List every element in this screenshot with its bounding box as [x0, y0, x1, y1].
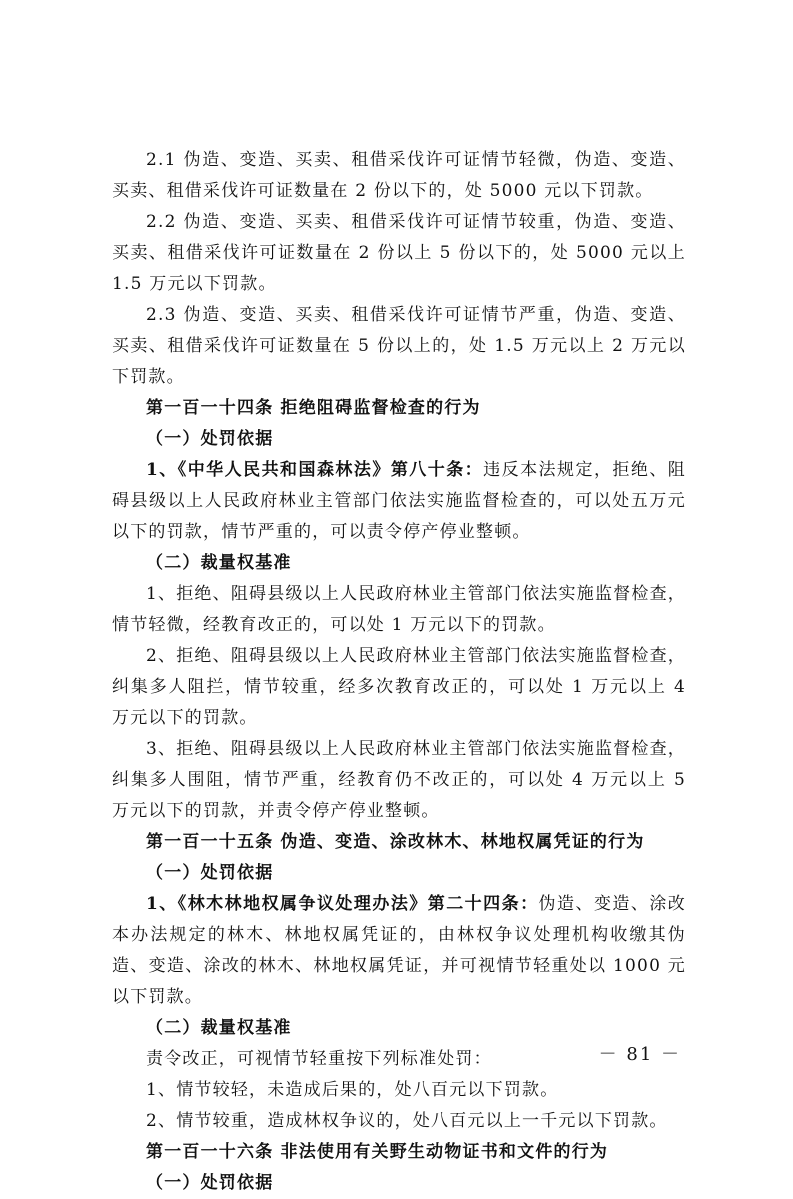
article-115-basis-text: 伪造、变造、涂改本办法规定的林木、林地权属凭证的，由林权争议处理机构收缴其伪造、变造、涂改的林木、林地权属凭证，并可视情节轻重处以 1000 元以下罚款。 [112, 894, 686, 1007]
article-115-basis-law: 1、《林木林地权属争议处理办法》第二十四条： [146, 894, 539, 914]
page-number: － 81 － [598, 1044, 681, 1065]
article-114-basis [112, 455, 686, 548]
article-114-item-2: 2、拒绝、阻碍县级以上人民政府林业主管部门依法实施监督检查，纠集多人阻拦，情节较重，经多次教育改正的，可以处 1 万元以上 4 万元以下的罚款。 [112, 646, 686, 728]
article-115-item-2: 2、情节较重，造成林权争议的，处八百元以上一千元以下罚款。 [146, 1111, 668, 1131]
article-115-standard-heading: （二）裁量权基准 [146, 1018, 292, 1038]
article-115-item-1: 1、情节较轻，未造成后果的，处八百元以下罚款。 [146, 1080, 559, 1100]
article-114-title: 第一百一十四条 拒绝阻碍监督检查的行为 [146, 398, 481, 418]
paragraph-2-1: 2.1 伪造、变造、买卖、租借采伐许可证情节轻微，伪造、变造、买卖、租借采伐许可证数量在 2 份以下的，处 5000 元以下罚款。 [112, 150, 686, 201]
paragraph-2-3: 2.3 伪造、变造、买卖、租借采伐许可证情节严重，伪造、变造、买卖、租借采伐许可证数量在 5 份以上的，处 1.5 万元以上 2 万元以下罚款。 [112, 305, 686, 387]
article-115-basis-heading: （一）处罚依据 [146, 863, 274, 883]
article-116-title: 第一百一十六条 非法使用有关野生动物证书和文件的行为 [146, 1142, 609, 1162]
article-114-item-1: 1、拒绝、阻碍县级以上人民政府林业主管部门依法实施监督检查，情节轻微，经教育改正的，可以处 1 万元以下的罚款。 [112, 584, 686, 635]
article-114-standard-heading: （二）裁量权基准 [146, 553, 292, 573]
article-114-basis-heading: （一）处罚依据 [146, 429, 274, 449]
article-114-basis-text: 违反本法规定，拒绝、阻碍县级以上人民政府林业主管部门依法实施监督检查的，可以处五万元以下的罚款，情节严重的，可以责令停产停业整顿。 [112, 460, 686, 542]
article-116-basis-heading: （一）处罚依据 [146, 1173, 274, 1193]
article-115-title: 第一百一十五条 伪造、变造、涂改林木、林地权属凭证的行为 [146, 832, 645, 852]
article-114-item-3: 3、拒绝、阻碍县级以上人民政府林业主管部门依法实施监督检查，纠集多人围阻，情节严重，经教育仍不改正的，可以处 4 万元以上 5 万元以下的罚款，并责令停产停业整顿。 [112, 739, 686, 821]
article-115-intro: 责令改正，可视情节轻重按下列标准处罚： [146, 1049, 492, 1069]
article-115-basis [112, 889, 686, 1013]
article-114-basis-law: 1、《中华人民共和国森林法》第八十条： [146, 460, 484, 480]
paragraph-2-2: 2.2 伪造、变造、买卖、租借采伐许可证情节较重，伪造、变造、买卖、租借采伐许可证数量在 2 份以上 5 份以下的，处 5000 元以上 1.5 万元以下罚款。 [112, 212, 686, 294]
